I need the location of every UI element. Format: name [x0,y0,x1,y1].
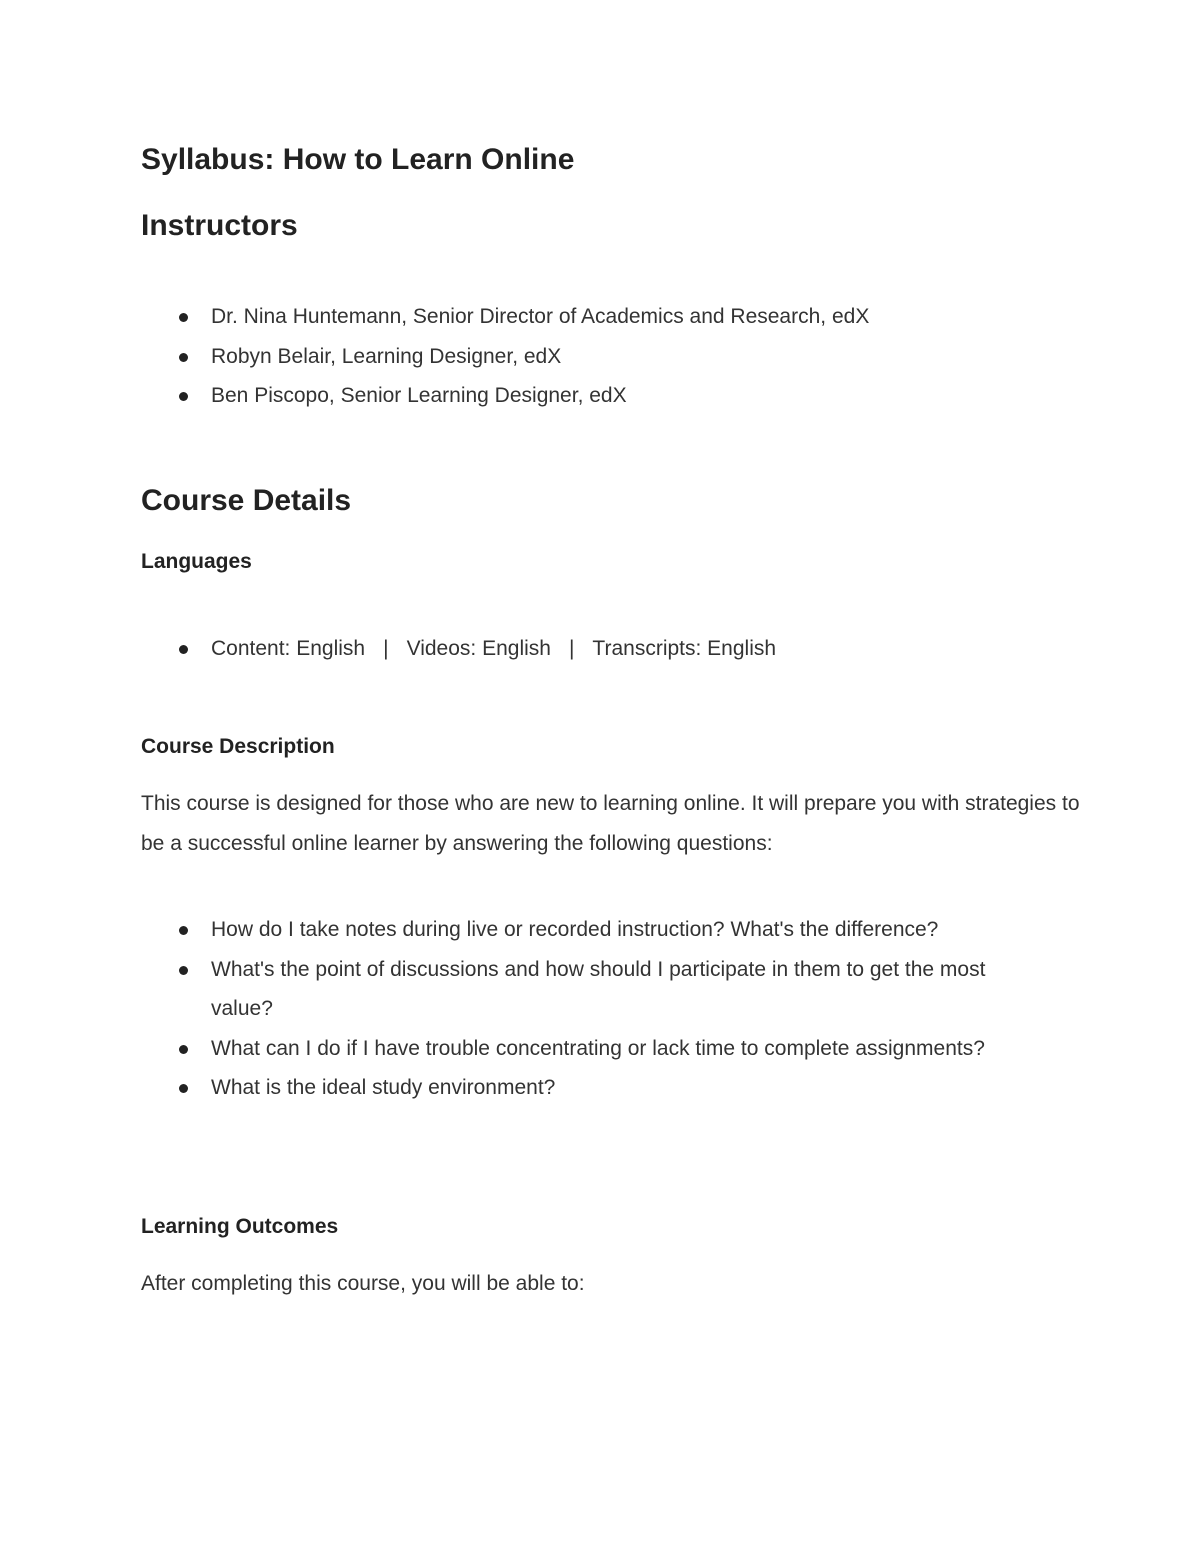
language-videos: Videos: English [406,637,551,660]
course-details-heading: Course Details [141,484,352,517]
separator: | [568,637,575,660]
question-text: How do I take notes during live or recorded instruction? What's the difference? [211,918,939,941]
list-item [141,910,1041,950]
list-item [141,1029,1041,1069]
question-text: What is the ideal study environment? [211,1076,556,1100]
list-item [141,629,1041,669]
bullet-icon [179,966,188,975]
question-text: What's the point of discussions and how should I participate in them to get the most value? [211,957,986,1021]
language-content: Content: English [211,637,366,660]
questions-list [141,910,1041,1108]
bullet-icon [179,645,188,654]
learning-outcomes-heading: Learning Outcomes [141,1215,339,1238]
language-transcripts: Transcripts: English [592,637,777,660]
bullet-icon [179,353,188,362]
bullet-icon [179,1084,188,1093]
bullet-icon [179,313,188,322]
instructor-name: Dr. Nina Huntemann, Senior Director of Academics and Research, edX [211,305,870,328]
languages-list [141,629,1041,669]
question-text: What can I do if I have trouble concentrating or lack time to complete assignments? [211,1036,985,1060]
separator: | [383,637,389,660]
list-item [141,337,1041,377]
list-item [141,297,1041,337]
bullet-icon [179,926,188,935]
course-description-heading: Course Description [141,735,335,758]
languages-heading: Languages [141,550,252,573]
instructors-heading: Instructors [141,209,298,242]
learning-outcomes-intro: After completing this course, you will be able to: [141,1272,585,1295]
instructors-list [141,297,1041,416]
course-description-text: This course is designed for those who are new to learning online. It will prepare you with strategies to be a successful online learner by answering the following questions: [141,792,1080,855]
instructor-name: Robyn Belair, Learning Designer, edX [211,344,562,368]
bullet-icon [179,392,188,401]
list-item [141,376,1041,416]
list-item [141,1068,1041,1108]
page-title: Syllabus: How to Learn Online [141,143,575,176]
instructor-name: Ben Piscopo, Senior Learning Designer, edX [211,384,627,408]
bullet-icon [179,1045,188,1054]
list-item [141,950,1041,1029]
